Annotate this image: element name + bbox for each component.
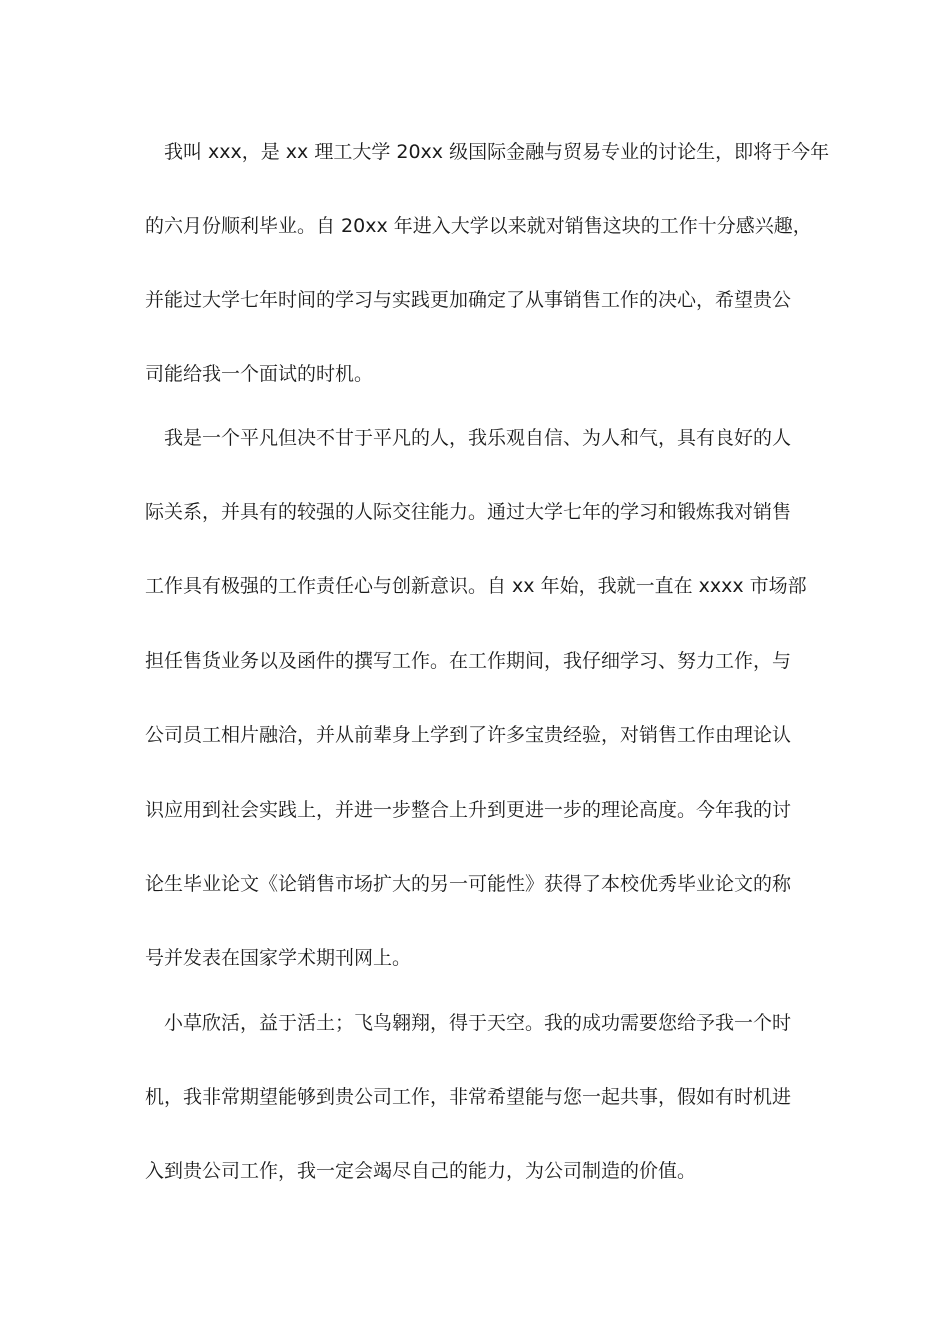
text-line: 际关系，并具有的较强的人际交往能力。通过大学七年的学习和锻炼我对销售 xyxy=(145,501,792,523)
text-line: 入到贵公司工作，我一定会竭尽自己的能力，为公司制造的价值。 xyxy=(145,1160,697,1182)
text-line: 机，我非常期望能够到贵公司工作，非常希望能与您一起共事，假如有时机进 xyxy=(145,1086,792,1108)
text-line: 司能给我一个面试的时机。 xyxy=(145,363,374,385)
text-line: 我叫 xxx，是 xx 理工大学 20xx 级国际金融与贸易专业的讨论生，即将于今年 xyxy=(164,141,830,163)
text-line: 号并发表在国家学术期刊网上。 xyxy=(145,947,412,969)
text-line: 我是一个平凡但决不甘于平凡的人，我乐观自信、为人和气，具有良好的人 xyxy=(164,427,792,449)
text-line: 小草欣活，益于活土；飞鸟翱翔，得于天空。我的成功需要您给予我一个时 xyxy=(164,1012,792,1034)
text-line: 担任售货业务以及函件的撰写工作。在工作期间，我仔细学习、努力工作，与 xyxy=(145,650,792,672)
text-line: 论生毕业论文《论销售市场扩大的另一可能性》获得了本校优秀毕业论文的称 xyxy=(145,873,792,895)
text-line: 识应用到社会实践上，并进一步整合上升到更进一步的理论高度。今年我的讨 xyxy=(145,799,792,821)
text-line: 工作具有极强的工作责任心与创新意识。自 xx 年始，我就一直在 xxxx 市场部 xyxy=(145,575,807,597)
text-line: 公司员工相片融洽，并从前辈身上学到了许多宝贵经验，对销售工作由理论认 xyxy=(145,724,792,746)
text-line: 并能过大学七年时间的学习与实践更加确定了从事销售工作的决心，希望贵公 xyxy=(145,289,792,311)
text-line: 的六月份顺利毕业。自 20xx 年进入大学以来就对销售这块的工作十分感兴趣， xyxy=(145,215,812,237)
